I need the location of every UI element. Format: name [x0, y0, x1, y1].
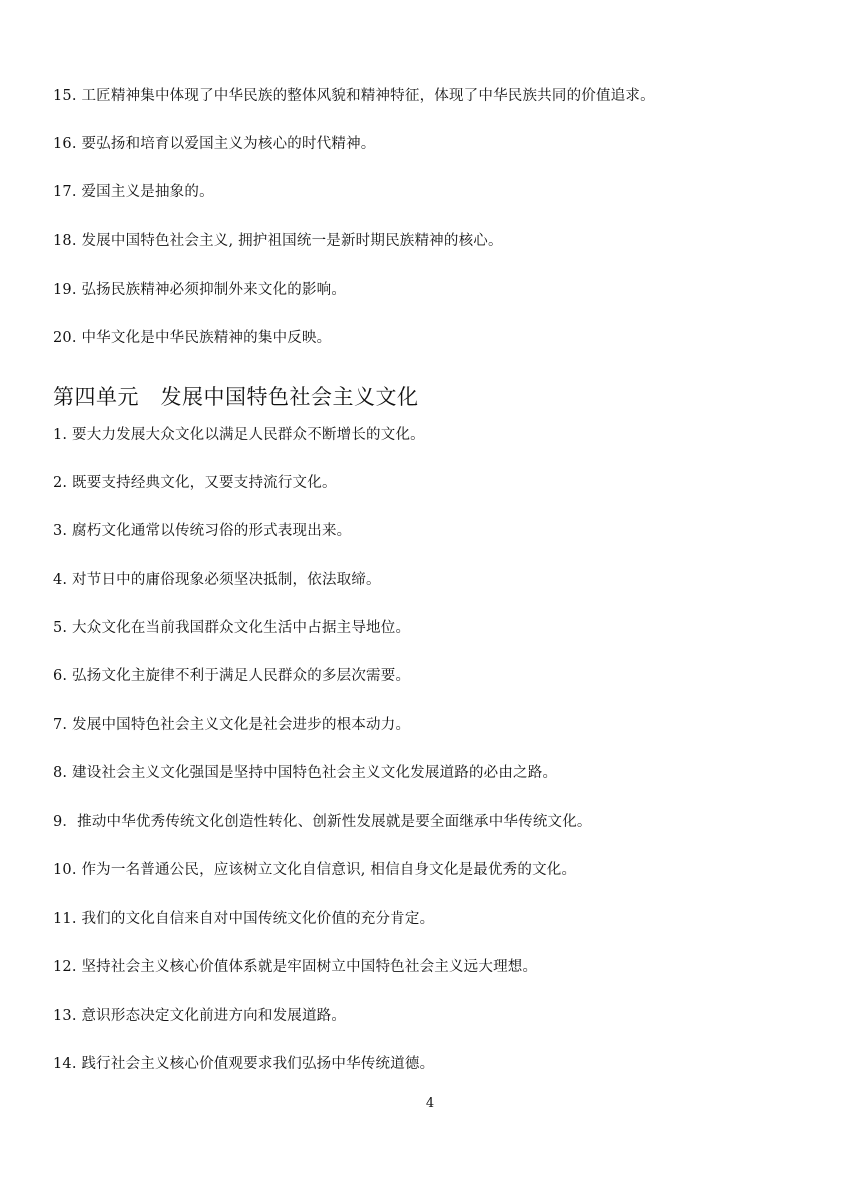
list-item: 16. 要弘扬和培育以爱国主义为核心的时代精神。	[53, 136, 376, 152]
list-item: 9．推动中华优秀传统文化创造性转化、创新性发展就是要全面继承中华传统文化。	[53, 814, 592, 830]
list-item: 19. 弘扬民族精神必须抑制外来文化的影响。	[53, 282, 347, 298]
list-item: 4. 对节日中的庸俗现象必须坚决抵制，依法取缔。	[53, 572, 381, 588]
list-item: 10. 作为一名普通公民，应该树立文化自信意识, 相信自身文化是最优秀的文化。	[53, 862, 577, 878]
list-item: 17. 爱国主义是抽象的。	[53, 184, 214, 200]
section-heading: 第四单元 发展中国特色社会主义文化	[53, 385, 419, 409]
page-number: 4	[425, 1096, 435, 1111]
list-item: 15. 工匠精神集中体现了中华民族的整体风貌和精神特征，体现了中华民族共同的价值追求。	[53, 88, 655, 104]
list-item: 13. 意识形态决定文化前进方向和发展道路。	[53, 1008, 347, 1024]
list-item: 20. 中华文化是中华民族精神的集中反映。	[53, 330, 332, 346]
list-item: 1. 要大力发展大众文化以满足人民群众不断增长的文化。	[53, 427, 425, 443]
list-item: 3. 腐朽文化通常以传统习俗的形式表现出来。	[53, 523, 352, 539]
list-item: 8. 建设社会主义文化强国是坚持中国特色社会主义文化发展道路的必由之路。	[53, 765, 558, 781]
list-item: 2. 既要支持经典文化，又要支持流行文化。	[53, 475, 337, 491]
list-item: 7. 发展中国特色社会主义文化是社会进步的根本动力。	[53, 717, 411, 733]
list-item: 14. 践行社会主义核心价值观要求我们弘扬中华传统道德。	[53, 1056, 435, 1072]
list-item: 18. 发展中国特色社会主义, 拥护祖国统一是新时期民族精神的核心。	[53, 233, 503, 249]
list-item: 11. 我们的文化自信来自对中国传统文化价值的充分肯定。	[53, 911, 435, 927]
list-item: 6. 弘扬文化主旋律不利于满足人民群众的多层次需要。	[53, 668, 411, 684]
list-item: 12. 坚持社会主义核心价值体系就是牢固树立中国特色社会主义远大理想。	[53, 959, 538, 975]
list-item: 5. 大众文化在当前我国群众文化生活中占据主导地位。	[53, 620, 411, 636]
